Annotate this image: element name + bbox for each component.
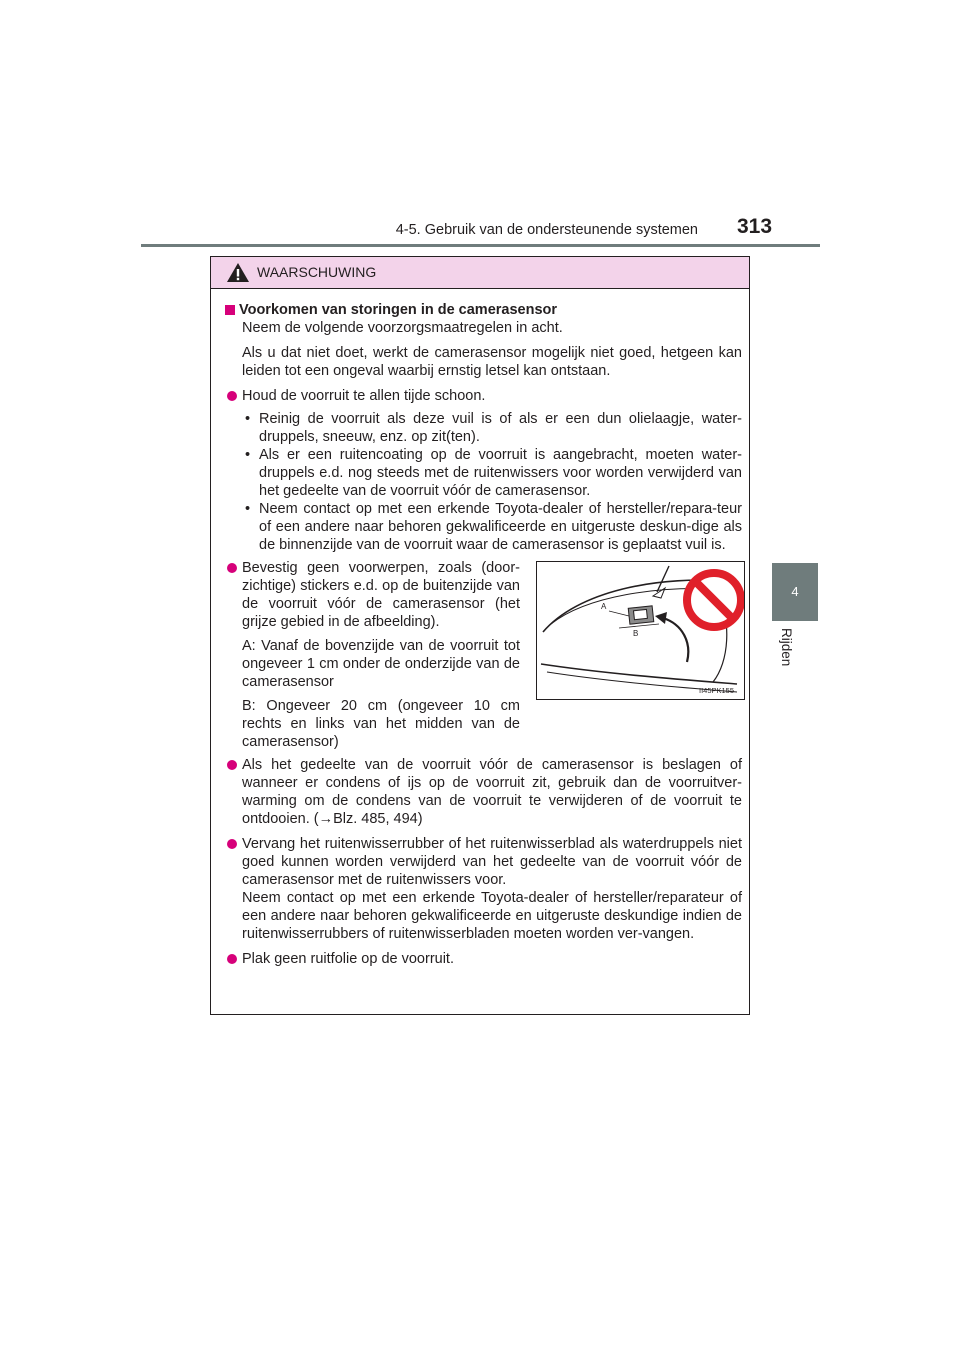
bullet-item — [225, 387, 742, 405]
note-a: A: Vanaf de bovenzijde van de voorruit tot ongeveer 1 cm onder de onderzijde van de camerasensor — [242, 638, 520, 690]
sub-bullet-text: Reinig de voorruit als deze vuil is of als er een dun olielaagje, water-druppels, sneeuw, enz. op zit(ten). — [259, 411, 742, 445]
warning-content — [225, 301, 742, 968]
header-rule — [141, 244, 820, 247]
sub-bullet-item: • Als er een ruitencoating op de voorruit is aangebracht, moeten water-druppels e.d. nog steeds met de ruitenwissers voor worden verwijderd van het gedeelte van de voorruit vóór de camerasensor. — [245, 447, 742, 499]
bullet-text: Als het gedeelte van de voorruit vóór de camerasensor is beslagen of wanneer er condens of ijs op de voorruit zit, gebruik dan de voorruitver-warming om de condens van de voorruit te verwijderen of de voorruit te ontdooien. (→Blz. 485, 494) — [242, 757, 742, 827]
bullet-item — [225, 559, 520, 751]
warning-triangle-icon — [226, 262, 250, 283]
warning-title: WAARSCHUWING — [257, 264, 377, 280]
bullet-item — [225, 950, 742, 968]
round-bullet-icon — [227, 760, 237, 770]
bullet-text: Vervang het ruitenwisserrubber of het ruitenwisserblad als waterdruppels niet goed kunnen worden verwijderd van het gedeelte van de voorruit vóór de camerasensor met de ruitenwissers voor. — [242, 836, 742, 888]
round-bullet-icon — [227, 563, 237, 573]
page-number: 313 — [737, 215, 773, 238]
warning-header — [211, 257, 749, 289]
sub-bullet-text: Neem contact op met een erkende Toyota-dealer of hersteller/repara-teur of een andere naar behoren gekwalificeerde en uitgeruste deskun-dige als de binnenzijde van de voorruit waar de camerasensor is geplaatst vuil is. — [259, 501, 742, 553]
intro-text-1: Neem de volgende voorzorgsmaatregelen in acht. — [242, 320, 563, 336]
round-bullet-icon — [227, 839, 237, 849]
round-bullet-icon — [227, 391, 237, 401]
label-a: A — [601, 602, 607, 611]
windshield-illustration — [536, 561, 745, 700]
bullet-text: Bevestig geen voorwerpen, zoals (door-zichtige) stickers e.d. op de buitenzijde van de voorruit vóór de camerasensor (het grijze gebied in de afbeelding). — [242, 560, 520, 630]
section-title: 4-5. Gebruik van de ondersteunende systemen — [395, 222, 698, 238]
note-b: B: Ongeveer 20 cm (ongeveer 10 cm rechts en links van het midden van de camerasensor) — [242, 698, 520, 750]
section-heading — [225, 301, 742, 319]
figure-row — [225, 559, 742, 751]
bullet-text: Plak geen ruitfolie op de voorruit. — [242, 951, 454, 967]
figure-code: II45PK155 — [699, 686, 735, 695]
intro-text-2: Als u dat niet doet, werkt de camerasensor mogelijk niet goed, hetgeen kan leiden tot een ongeval waarbij ernstig letsel kan ontstaan. — [242, 345, 742, 379]
sub-bullet-item: • Neem contact op met een erkende Toyota-dealer of hersteller/repara-teur of een andere naar behoren gekwalificeerde en uitgeruste deskun-dige als de binnenzijde van de voorruit waar de camerasensor is geplaatst vuil is. — [245, 501, 742, 553]
bullet-item — [225, 756, 742, 828]
prohibition-icon — [687, 573, 741, 627]
warning-box — [210, 256, 750, 1015]
section-heading-text: Voorkomen van storingen in de camerasensor — [239, 302, 558, 318]
round-bullet-icon — [227, 954, 237, 964]
label-b: B — [633, 629, 639, 638]
chapter-number-tab: 4 — [772, 563, 818, 621]
chapter-label: Rijden — [779, 628, 794, 667]
sub-bullet-item: • Reinig de voorruit als deze vuil is of als er een dun olielaagje, water-druppels, sneeuw, enz. op zit(ten). — [245, 411, 742, 445]
bullet-text: Houd de voorruit te allen tijde schoon. — [242, 388, 486, 404]
bullet-item — [225, 835, 742, 943]
sub-bullet-text: Als er een ruitencoating op de voorruit is aangebracht, moeten water-druppels e.d. nog steeds met de ruitenwissers voor worden verwijderd van het gedeelte van de voorruit vóór de camerasensor. — [259, 447, 742, 499]
bullet-text-continued: Neem contact op met een erkende Toyota-dealer of hersteller/reparateur of een andere naar behoren gekwalificeerde en uitgeruste deskundige indien de ruitenwisserrubbers of ruitenwisserbladen moeten worden ver-vangen. — [242, 890, 742, 942]
square-bullet-icon — [225, 305, 235, 315]
